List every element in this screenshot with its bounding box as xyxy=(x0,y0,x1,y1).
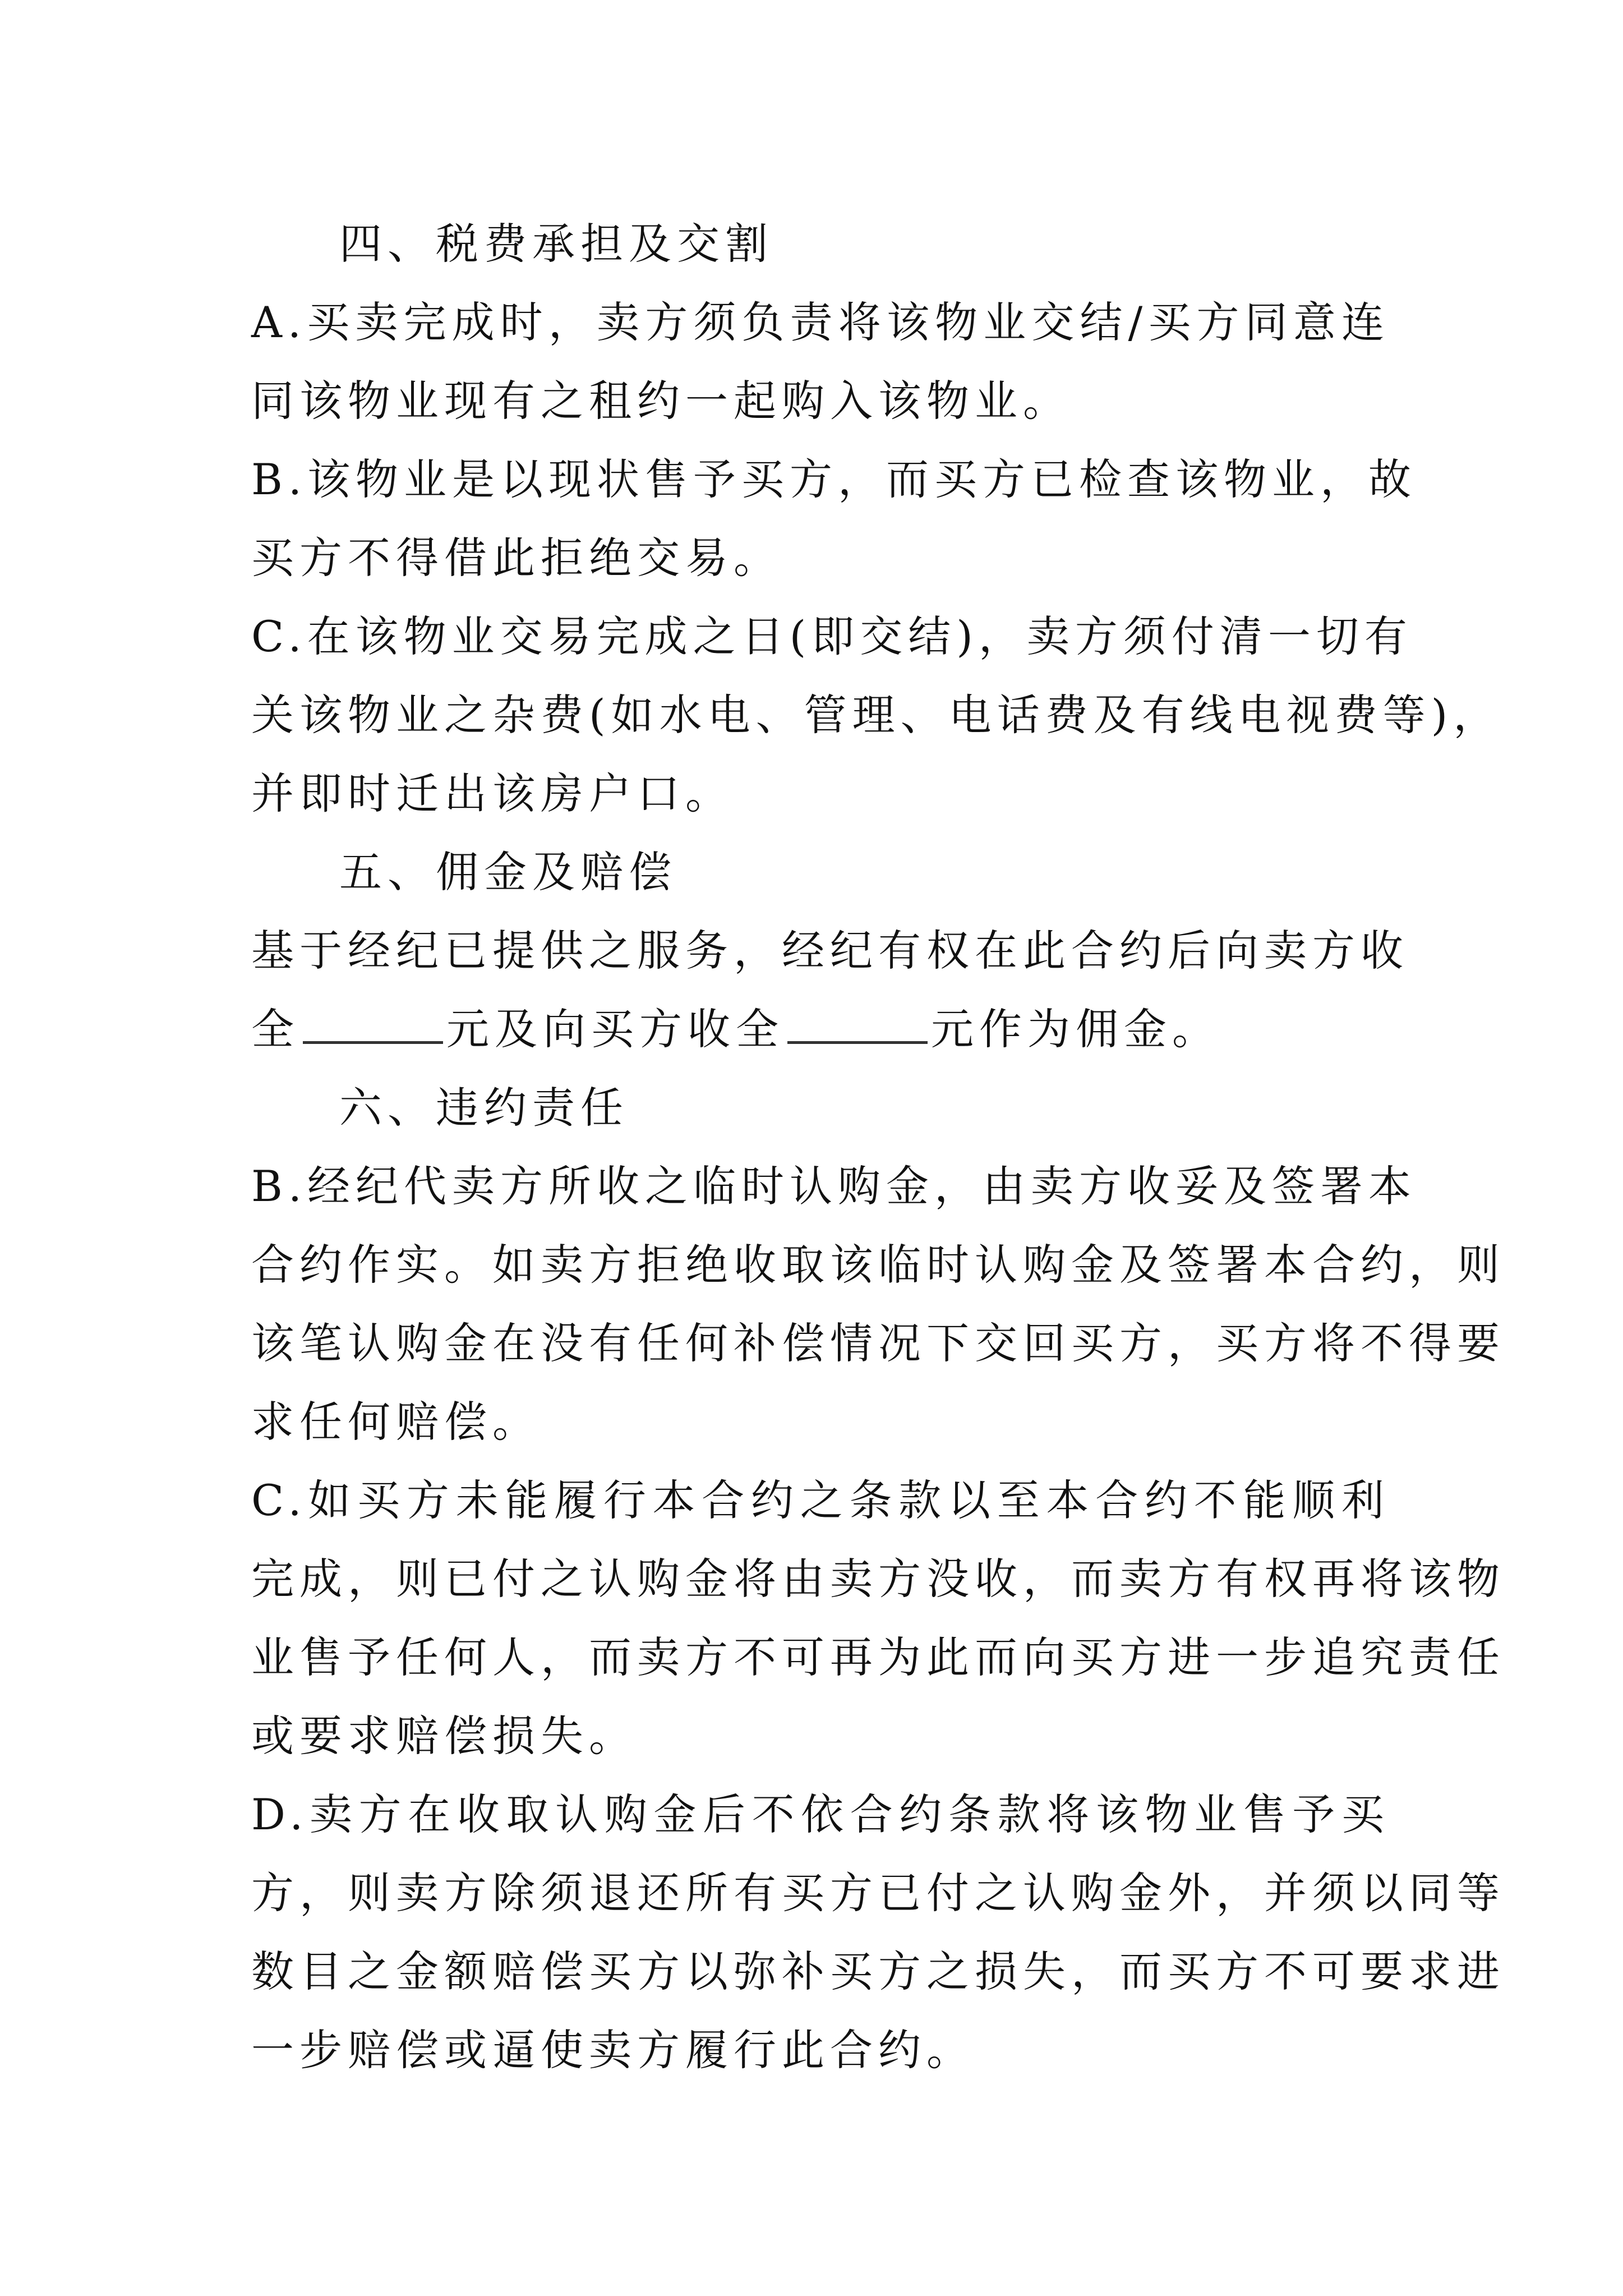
seller-commission-blank xyxy=(303,1002,443,1044)
clause-4c-line-3: 并即时迁出该房户口。 xyxy=(251,769,734,818)
clause-4c-line-2: 关该物业之杂费(如水电、管理、电话费及有线电视费等)， xyxy=(251,690,1502,740)
clause-6b-line-4: 求任何赔偿。 xyxy=(251,1397,541,1447)
clause-6b-line-1: B.经纪代卖方所收之临时认购金，由卖方收妥及签署本 xyxy=(251,1161,1417,1211)
clause-4b-line-2: 买方不得借此拒绝交易。 xyxy=(251,533,782,583)
clause-6d-line-3: 数目之金额赔偿买方以弥补买方之损失，而买方不可要求进 xyxy=(251,1947,1505,1996)
clause-6d-line-2: 方，则卖方除须退还所有买方已付之认购金外，并须以同等 xyxy=(251,1868,1505,1918)
section-5-line-1: 基于经纪已提供之服务，经纪有权在此合约后向卖方收 xyxy=(251,926,1409,976)
clause-4a-line-2: 同该物业现有之租约一起购入该物业。 xyxy=(251,376,1071,426)
section-6-heading: 六、违约责任 xyxy=(339,1083,629,1133)
section-5-heading: 五、佣金及赔偿 xyxy=(339,847,677,897)
commission-text-c: 元作为佣金。 xyxy=(931,1004,1220,1054)
clause-6c-line-3: 业售予任何人，而卖方不可再为此而向买方进一步追究责任 xyxy=(251,1632,1505,1682)
clause-6c-line-4: 或要求赔偿损失。 xyxy=(251,1711,637,1761)
clause-4a-line-1: A.买卖完成时，卖方须负责将该物业交结/买方同意连 xyxy=(251,297,1390,347)
commission-text-b: 元及向买方收全 xyxy=(446,1004,784,1054)
buyer-commission-blank xyxy=(787,1002,928,1044)
clause-6d-line-4: 一步赔偿或逼使卖方履行此合约。 xyxy=(251,2025,975,2075)
clause-6b-line-2: 合约作实。如卖方拒绝收取该临时认购金及签署本合约，则 xyxy=(251,1240,1505,1290)
section-4-heading: 四、税费承担及交割 xyxy=(339,219,773,269)
clause-4b-line-1: B.该物业是以现状售予买方，而买方已检查该物业，故 xyxy=(251,454,1417,504)
commission-text-a: 全 xyxy=(251,1004,299,1054)
clause-6c-line-2: 完成，则已付之认购金将由卖方没收，而卖方有权再将该物 xyxy=(251,1554,1505,1604)
section-5-line-2 xyxy=(251,990,1220,1069)
clause-6c-line-1: C.如买方未能履行本合约之条款以至本合约不能顺利 xyxy=(251,1475,1390,1525)
clause-6b-line-3: 该笔认购金在没有任何补偿情况下交回买方，买方将不得要 xyxy=(251,1318,1505,1368)
clause-6d-line-1: D.卖方在收取认购金后不依合约条款将该物业售予买 xyxy=(251,1789,1390,1839)
clause-4c-line-1: C.在该物业交易完成之日(即交结)，卖方须付清一切有 xyxy=(251,611,1413,661)
